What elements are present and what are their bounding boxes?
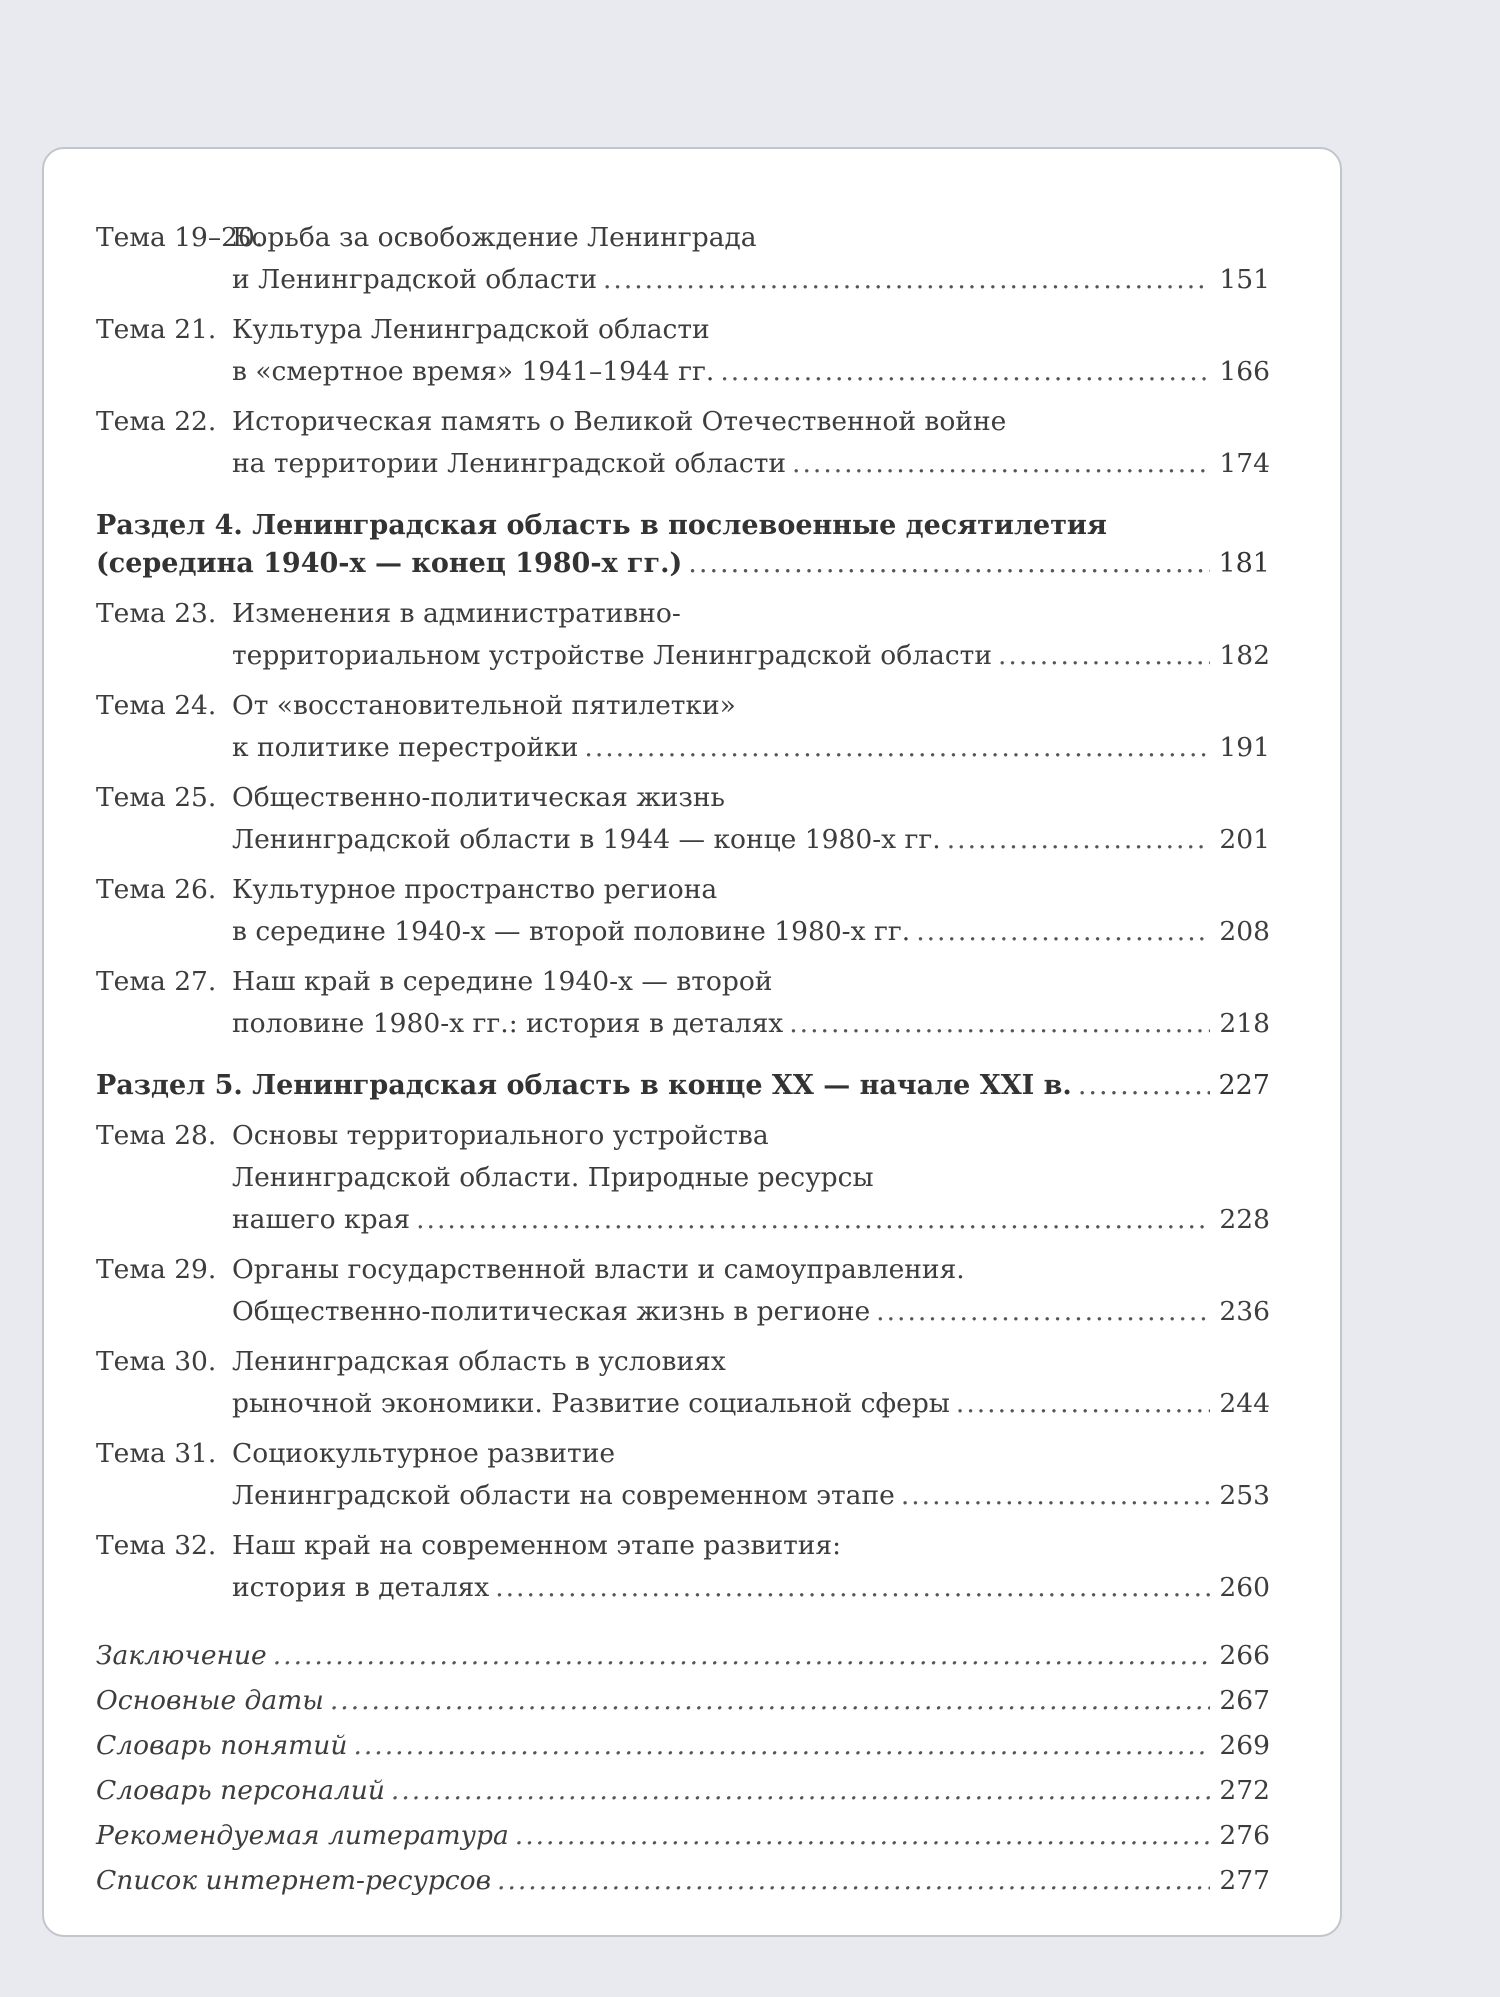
topic-title-line: к политике перестройки [232, 732, 579, 763]
topic-title-line: история в деталях [232, 1572, 490, 1603]
appendix-title: Рекомендуемая литература [96, 1820, 509, 1851]
leader-dots [916, 911, 1210, 953]
toc-entry-topic-19-20[interactable] [96, 217, 1270, 301]
topic-title-line: Борьба за освобождение Ленинграда [232, 222, 757, 253]
topic-number: Тема 28. [96, 1120, 217, 1151]
toc-entry-topic-26[interactable] [96, 869, 1270, 953]
page-number: 227 [1218, 1070, 1270, 1101]
page-number: 266 [1219, 1640, 1270, 1671]
page-number: 181 [1218, 548, 1270, 579]
topic-number: Тема 19–20. [96, 222, 264, 253]
toc-entry-topic-23[interactable] [96, 593, 1270, 677]
table-of-contents [96, 217, 1270, 1903]
leader-dots [876, 1291, 1210, 1333]
topic-title-line: Историческая память о Великой Отечественной войне [232, 406, 1007, 437]
page-number: 253 [1219, 1480, 1270, 1511]
topic-title-line: Ленинградская область в условиях [232, 1346, 726, 1377]
leader-dots [273, 1633, 1210, 1678]
leader-dots [584, 727, 1210, 769]
appendix-group [96, 1633, 1270, 1903]
topic-number: Тема 30. [96, 1346, 217, 1377]
section-title-line: Раздел 5. Ленинградская область в конце XX — начале XXI в. [96, 1070, 1072, 1101]
toc-section-5[interactable] [96, 1067, 1270, 1105]
topic-title-line: территориальном устройстве Ленинградской области [232, 640, 992, 671]
topic-title-line: Наш край на современном этапе развития: [232, 1530, 842, 1561]
page-number: 182 [1219, 640, 1270, 671]
topic-number: Тема 21. [96, 314, 217, 345]
toc-entry-topic-25[interactable] [96, 777, 1270, 861]
topic-title-line: рыночной экономики. Развитие социальной сферы [232, 1388, 950, 1419]
leader-dots [416, 1199, 1210, 1241]
topic-number: Тема 26. [96, 874, 217, 905]
leader-dots [792, 443, 1210, 485]
topic-title-line: Ленинградской области в 1944 — конце 1980-х гг. [232, 824, 941, 855]
page-number: 244 [1219, 1388, 1270, 1419]
toc-entry-topic-27[interactable] [96, 961, 1270, 1045]
topic-number: Тема 27. [96, 966, 217, 997]
topic-title-line: Органы государственной власти и самоуправления. [232, 1254, 965, 1285]
topics-group-before [96, 217, 1270, 485]
toc-entry-literature[interactable] [96, 1813, 1270, 1858]
page-number: 174 [1219, 448, 1270, 479]
page-number: 166 [1219, 356, 1270, 387]
toc-entry-topic-28[interactable] [96, 1115, 1270, 1241]
appendix-title: Список интернет-ресурсов [96, 1865, 492, 1896]
topic-title-line: половине 1980-х гг.: история в деталях [232, 1008, 784, 1039]
topic-title-line: Культурное пространство региона [232, 874, 718, 905]
page-number: 191 [1219, 732, 1270, 763]
appendix-title: Словарь понятий [96, 1730, 348, 1761]
leader-dots [603, 259, 1210, 301]
appendix-title: Словарь персоналий [96, 1775, 385, 1806]
page-number: 208 [1219, 916, 1270, 947]
leader-dots [789, 1003, 1210, 1045]
topic-title-line: Ленинградской области. Природные ресурсы [232, 1162, 874, 1193]
leader-dots [391, 1768, 1210, 1813]
topic-title-line: в середине 1940-х — второй половине 1980-х гг. [232, 916, 911, 947]
page-number: 218 [1219, 1008, 1270, 1039]
page-number: 201 [1219, 824, 1270, 855]
page-number: 260 [1219, 1572, 1270, 1603]
appendix-title: Основные даты [96, 1685, 324, 1716]
topic-number: Тема 29. [96, 1254, 217, 1285]
toc-entry-internet-resources[interactable] [96, 1858, 1270, 1903]
topic-title-line: и Ленинградской области [232, 264, 597, 295]
topics-group-section-5 [96, 1115, 1270, 1609]
topic-number: Тема 32. [96, 1530, 217, 1561]
page-number: 267 [1219, 1685, 1270, 1716]
topic-title-line: Основы территориального устройства [232, 1120, 769, 1151]
page-number: 151 [1219, 264, 1270, 295]
leader-dots [720, 351, 1210, 393]
page-number: 277 [1219, 1865, 1270, 1896]
leader-dots [901, 1475, 1210, 1517]
page-number: 228 [1219, 1204, 1270, 1235]
topic-number: Тема 24. [96, 690, 217, 721]
topic-title-line: Изменения в административно- [232, 598, 681, 629]
page-number: 276 [1219, 1820, 1270, 1851]
leader-dots [353, 1723, 1210, 1768]
topic-title-line: Наш край в середине 1940-х — второй [232, 966, 773, 997]
page-number: 272 [1219, 1775, 1270, 1806]
toc-entry-topic-32[interactable] [96, 1525, 1270, 1609]
page-number: 269 [1219, 1730, 1270, 1761]
appendix-title: Заключение [96, 1640, 267, 1671]
topic-title-line: Общественно-политическая жизнь [232, 782, 725, 813]
section-title-line: (середина 1940-х — конец 1980-х гг.) [96, 548, 683, 579]
toc-entry-persons[interactable] [96, 1768, 1270, 1813]
page-number: 236 [1219, 1296, 1270, 1327]
topic-number: Тема 31. [96, 1438, 217, 1469]
topic-title-line: нашего края [232, 1204, 411, 1235]
topic-title-line: Ленинградской области на современном этапе [232, 1480, 895, 1511]
topic-title-line: От «восстановительной пятилетки» [232, 690, 736, 721]
leader-dots [515, 1813, 1210, 1858]
toc-panel [42, 147, 1342, 1937]
leader-dots [330, 1678, 1210, 1723]
toc-entry-topic-24[interactable] [96, 685, 1270, 769]
leader-dots [495, 1567, 1210, 1609]
topic-title-line: в «смертное время» 1941–1944 гг. [232, 356, 715, 387]
toc-entry-topic-31[interactable] [96, 1433, 1270, 1517]
leader-dots [688, 545, 1210, 583]
toc-entry-topic-29[interactable] [96, 1249, 1270, 1333]
leader-dots [1078, 1067, 1210, 1105]
topic-title-line: на территории Ленинградской области [232, 448, 787, 479]
toc-section-4[interactable] [96, 507, 1270, 583]
toc-entry-topic-22[interactable] [96, 401, 1270, 485]
leader-dots [947, 819, 1210, 861]
topic-title-line: Социокультурное развитие [232, 1438, 616, 1469]
topic-number: Тема 22. [96, 406, 217, 437]
leader-dots [956, 1383, 1210, 1425]
topics-group-section-4 [96, 593, 1270, 1045]
toc-entry-glossary[interactable] [96, 1723, 1270, 1768]
topic-title-line: Культура Ленинградской области [232, 314, 710, 345]
topic-number: Тема 23. [96, 598, 217, 629]
toc-entry-topic-21[interactable] [96, 309, 1270, 393]
leader-dots [497, 1858, 1210, 1903]
leader-dots [998, 635, 1210, 677]
toc-entry-conclusion[interactable] [96, 1633, 1270, 1678]
topic-number: Тема 25. [96, 782, 217, 813]
topic-title-line: Общественно-политическая жизнь в регионе [232, 1296, 871, 1327]
toc-entry-key-dates[interactable] [96, 1678, 1270, 1723]
toc-entry-topic-30[interactable] [96, 1341, 1270, 1425]
section-title-line: Раздел 4. Ленинградская область в послевоенные десятилетия [96, 510, 1107, 541]
